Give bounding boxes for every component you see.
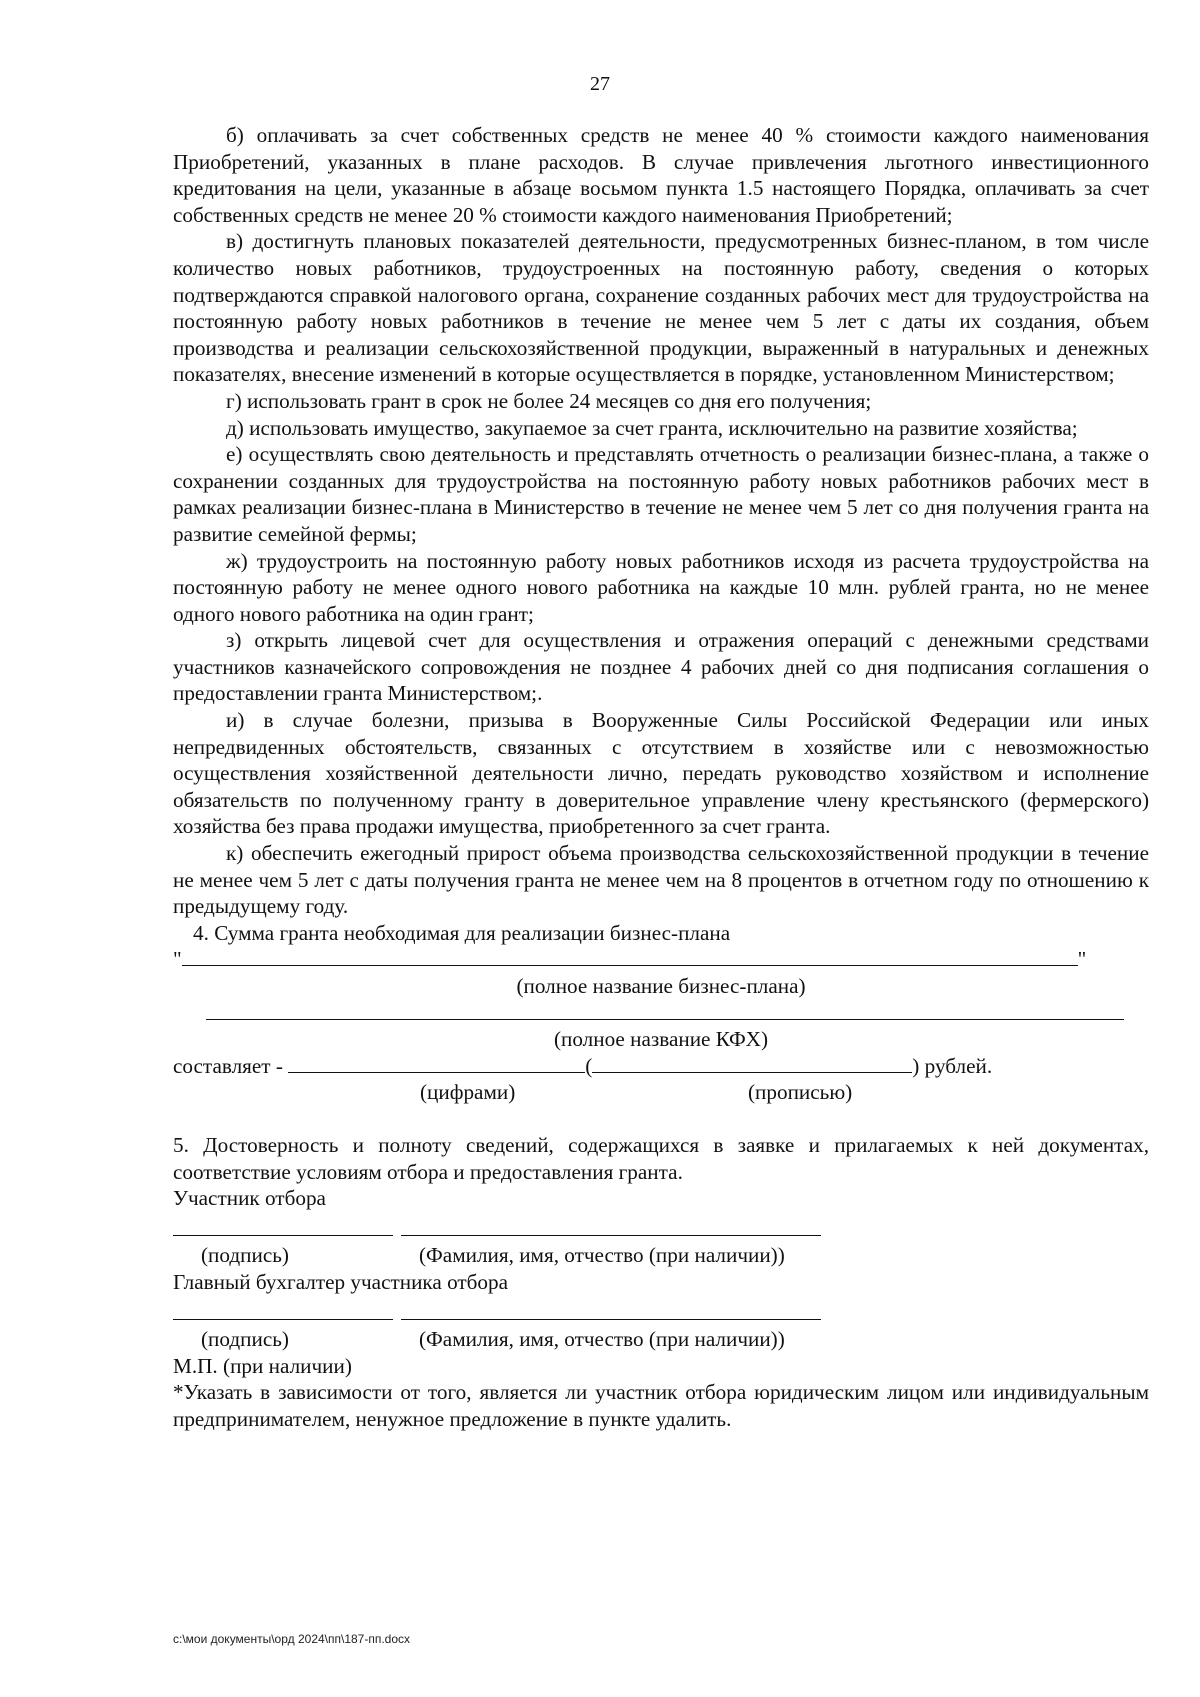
participant-fio-field[interactable] [401,1217,821,1236]
obligation-item: з) открыть лицевой счет для осуществления и отражения операций с денежными средствами участников казначейского сопровождения не позднее 4 рабочих дней со дня подписания соглашения о предоставлении гранта Министерством;. [173,628,1149,706]
participant-label: Участник отбора [173,1186,326,1211]
section-gap [173,1106,1149,1132]
paren-open: ( [585,1053,593,1078]
grant-heading: 4. Сумма гранта необходимая для реализации бизнес-плана [193,920,731,945]
amount-digits-field[interactable] [288,1054,585,1073]
caption-digits: (цифрами) [420,1080,516,1105]
file-path-footer: c:\мои документы\орд 2024\пп\187-пп.docx [173,1632,411,1646]
business-plan-name-line [173,946,1149,973]
obligation-item: е) осуществлять свою деятельность и представлять отчетность о реализации бизнес-плана, а также о сохранении созданных для трудоустройства на постоянную работу новых работников рабочих мест в рамках реализации бизнес-плана в Министерство в течение не менее чем 5 лет со дня получения гранта на развитие семейной фермы; [173,442,1149,546]
page-number: 27 [590,73,610,95]
participant-signature-lines [173,1212,1149,1243]
accountant-fio-field[interactable] [401,1301,821,1320]
obligation-item: д) использовать имущество, закупаемое за счет гранта, исключительно на развитие хозяйства; [226,415,1078,440]
participant-captions [173,1242,1149,1269]
business-plan-name-field[interactable] [182,947,1078,966]
obligation-item: в) достигнуть плановых показателей деятельности, предусмотренных бизнес-планом, в том числе количество новых работников, трудоустроенных на постоянную работу, сведения о которых подтверждаются справкой налогового органа, сохранение созданных рабочих мест для трудоустройства на постоянную работу новых работников в течение не менее чем 5 лет с даты их создания, объем производства и реализации сельскохозяйственной продукции, выраженный в натуральных и денежных показателях, внесение изменений в которые осуществляется в порядке, установленном Министерством; [173,229,1149,387]
caption-signature: (подпись) [201,1243,289,1268]
grant-amount-section [173,920,1149,1106]
obligation-item: к) обеспечить ежегодный прирост объема производства сельскохозяйственной продукции в течение не менее чем 5 лет с даты получения гранта не менее чем на 8 процентов в отчетном году по отношению к предыдущему году. [173,841,1149,919]
obligation-item: и) в случае болезни, призыва в Вооруженные Силы Российской Федерации или иных непредвиденных обстоятельств, связанных с отсутствием в хозяйстве или с невозможностью осуществления хозяйственной деятельности лично, передать руководство хозяйством и исполнение обязательств по полученному гранту в доверительное управление члену крестьянского (фермерского) хозяйства без права продажи имущества, приобретенного за счет гранта. [173,708,1149,839]
accountant-label: Главный бухгалтер участника отбора [173,1269,509,1294]
obligations-list [173,122,1149,920]
stamp-note: М.П. (при наличии) [173,1353,352,1378]
business-plan-name-caption: (полное название бизнес-плана) [516,974,806,998]
caption-fio: (Фамилия, имя, отчество (при наличии)) [419,1243,785,1268]
caption-signature: (подпись) [201,1327,289,1352]
document-body [173,122,1149,1433]
obligation-item: ж) трудоустроить на постоянную работу новых работников исходя из расчета трудоустройства на постоянную работу не менее одного нового работника на каждые 10 млн. рублей гранта, но не менее одного нового работника на один грант; [173,548,1149,626]
kfh-name-caption: (полное название КФХ) [553,1027,769,1052]
quote-close: " [1077,947,1087,972]
certification-section [173,1132,1149,1433]
accountant-signature-lines [173,1296,1149,1327]
kfh-name-field[interactable] [206,1001,1124,1020]
kfh-name-line [173,1000,1149,1027]
caption-fio: (Фамилия, имя, отчество (при наличии)) [419,1327,785,1352]
accountant-captions [173,1326,1149,1353]
quote-open: " [173,947,182,972]
grant-amount-line [173,1053,1149,1080]
participant-signature-field[interactable] [173,1217,393,1236]
amount-prefix: составляет - [173,1053,289,1078]
amount-captions [173,1079,1149,1106]
caption-words: (прописью) [748,1080,853,1105]
obligation-item: б) оплачивать за счет собственных средств не менее 40 % стоимости каждого наименования Приобретений, указанных в плане расходов. В случае привлечения льготного инвестиционного кредитования на цели, указанные в абзаце восьмом пункта 1.5 настоящего Порядка, оплачивать за счет собственных средств не менее 20 % стоимости каждого наименования Приобретений; [173,123,1149,227]
amount-words-field[interactable] [592,1054,912,1073]
certification-text: 5. Достоверность и полноту сведений, содержащихся в заявке и прилагаемых к ней документах, соответствие условиям отбора и предоставления гранта. [173,1132,1149,1184]
amount-suffix: ) рублей. [912,1053,993,1078]
accountant-signature-field[interactable] [173,1301,393,1320]
obligation-item: г) использовать грант в срок не более 24 месяцев со дня его получения; [226,388,872,413]
footnote: *Указать в зависимости от того, является ли участник отбора юридическим лицом или индивидуальным предпринимателем, ненужное предложение в пункте удалить. [173,1380,1149,1431]
